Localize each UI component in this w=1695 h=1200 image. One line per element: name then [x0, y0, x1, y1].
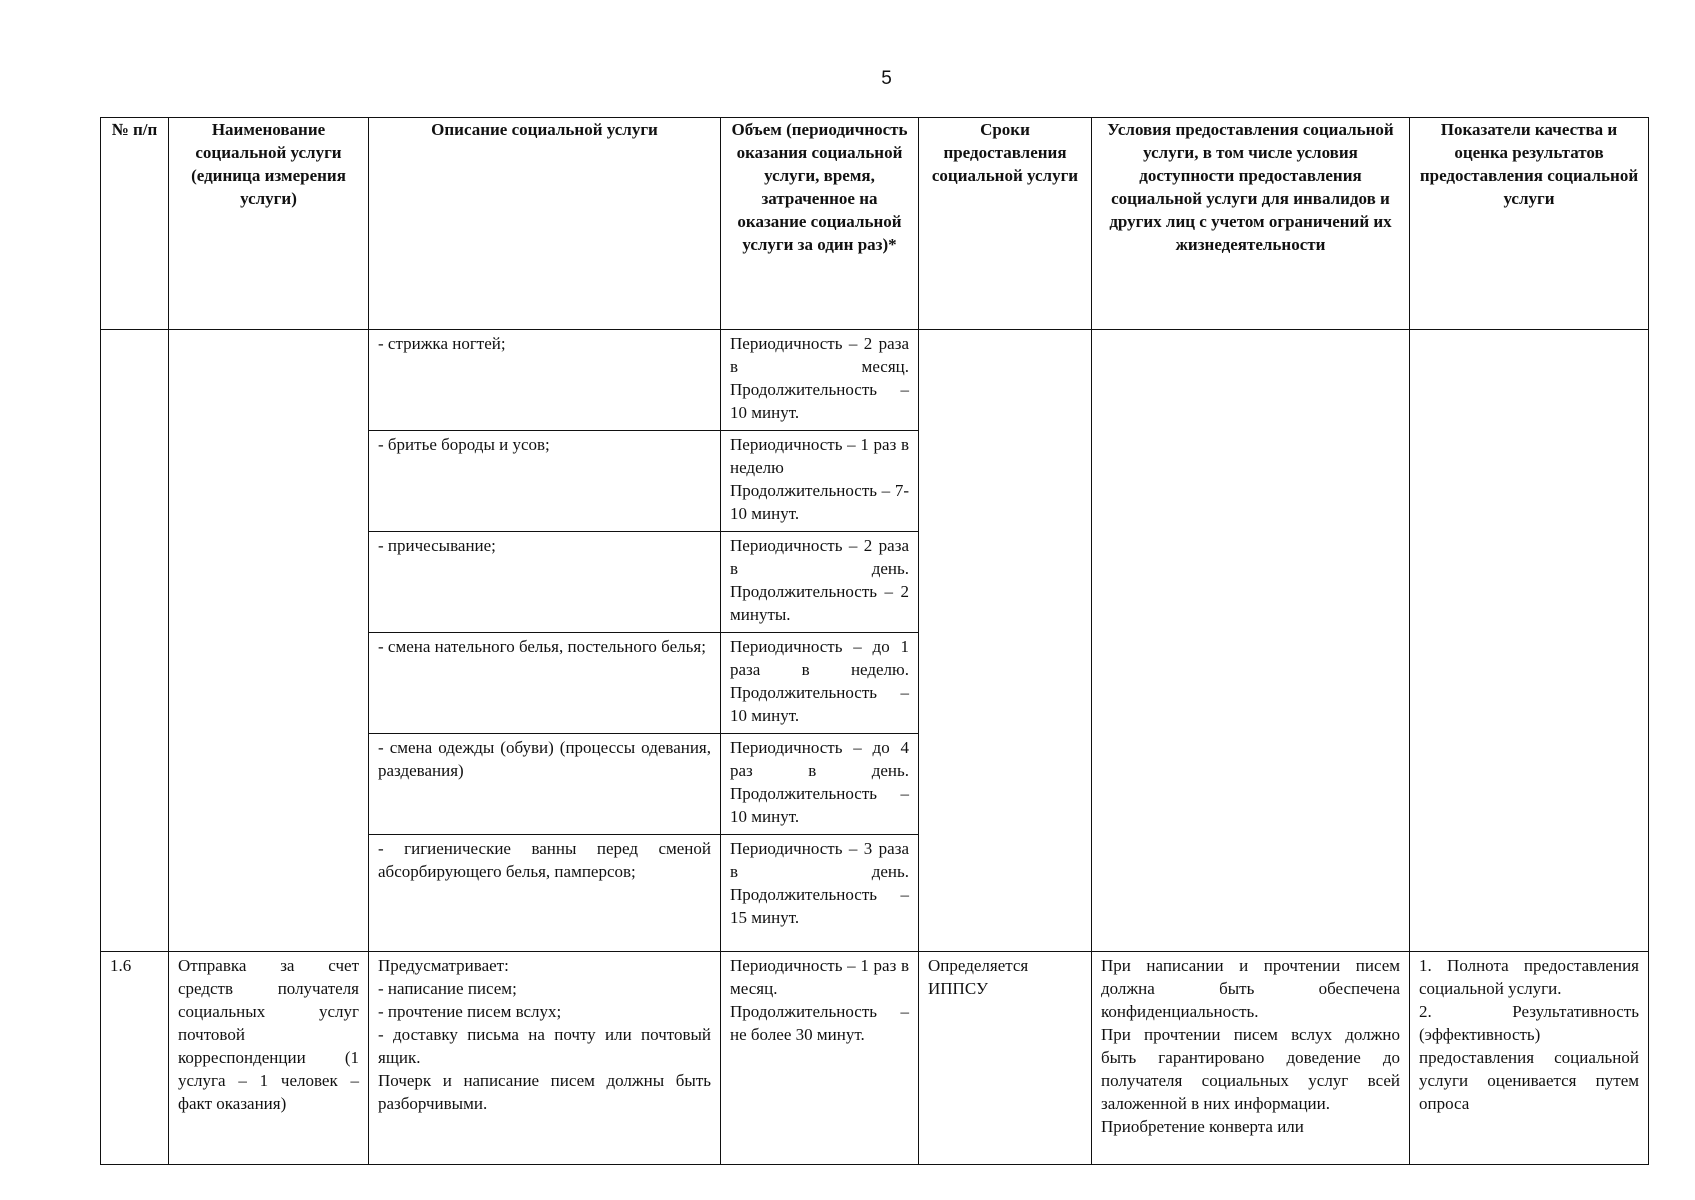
cell-description: - смена одежды (обуви) (процессы одевания, раздевания) — [369, 734, 721, 835]
header-conditions: Условия предоставления социальной услуги, в том числе условия доступности предоставления социальной услуги для инвалидов и других лиц с учетом ограничений их жизнедеятельности — [1092, 118, 1410, 330]
cell-service-name: Отправка за счет средств получателя социальных услуг почтовой корреспонденции (1 услуга – 1 человек – факт оказания) — [169, 952, 369, 1165]
description-line: - доставку письма на почту или почтовый ящик. — [378, 1025, 711, 1067]
cell-description: - стрижка ногтей; — [369, 330, 721, 431]
conditions-line: При написании и прочтении писем должна быть обеспечена конфиденциальность. — [1101, 956, 1400, 1021]
header-description: Описание социальной услуги — [369, 118, 721, 330]
description-line: Почерк и написание писем должны быть разборчивыми. — [378, 1071, 711, 1113]
cell-num-empty — [101, 330, 169, 952]
cell-conditions-empty — [1092, 330, 1410, 952]
cell-description: - причесывание; — [369, 532, 721, 633]
cell-service-terms: Определяется ИППСУ — [919, 952, 1092, 1165]
header-row — [101, 118, 1649, 330]
description-line: Предусматривает: — [378, 956, 509, 975]
header-name: Наименование социальной услуги (единица измерения услуги) — [169, 118, 369, 330]
cell-volume: Периодичность – до 1 раза в неделю. Продолжительность – 10 минут. — [721, 633, 919, 734]
cell-volume: Периодичность – 3 раза в день. Продолжительность – 15 минут. — [721, 835, 919, 952]
cell-description: - гигиенические ванны перед сменой абсорбирующего белья, памперсов; — [369, 835, 721, 952]
cell-volume: Периодичность – 2 раза в месяц. Продолжительность – 10 минут. — [721, 330, 919, 431]
cell-service-description — [369, 952, 721, 1165]
cell-volume: Периодичность – 1 раз в неделю Продолжительность – 7-10 минут. — [721, 431, 919, 532]
header-num: № п/п — [101, 118, 169, 330]
header-terms: Сроки предоставления социальной услуги — [919, 118, 1092, 330]
cell-row-number: 1.6 — [101, 952, 169, 1165]
cell-service-conditions — [1092, 952, 1410, 1165]
description-line: - написание писем; — [378, 979, 517, 998]
cell-quality-empty — [1410, 330, 1649, 952]
cell-terms-empty — [919, 330, 1092, 952]
cell-service-quality — [1410, 952, 1649, 1165]
cell-description: - смена нательного белья, постельного белья; — [369, 633, 721, 734]
table-row — [101, 330, 1649, 431]
cell-description: - бритье бороды и усов; — [369, 431, 721, 532]
description-line: - прочтение писем вслух; — [378, 1002, 562, 1021]
quality-line: 2. Результативность (эффективность) предоставления социальной услуги оценивается путем опроса — [1419, 1002, 1639, 1113]
table-row-1-6 — [101, 952, 1649, 1165]
header-volume: Объем (периодичность оказания социальной услуги, время, затраченное на оказание социальной услуги за один раз)* — [721, 118, 919, 330]
header-quality: Показатели качества и оценка результатов предоставления социальной услуги — [1410, 118, 1649, 330]
page-number: 5 — [881, 68, 892, 89]
cell-name-empty — [169, 330, 369, 952]
conditions-line: При прочтении писем вслух должно быть гарантировано доведение до получателя социальных услуг всей заложенной в них информации. — [1101, 1025, 1400, 1113]
cell-volume: Периодичность – до 4 раз в день. Продолжительность – 10 минут. — [721, 734, 919, 835]
quality-line: 1. Полнота предоставления социальной услуги. — [1419, 956, 1639, 998]
cell-service-volume: Периодичность – 1 раз в месяц. Продолжительность – не более 30 минут. — [721, 952, 919, 1165]
services-table — [100, 117, 1649, 1165]
cell-volume: Периодичность – 2 раза в день. Продолжительность – 2 минуты. — [721, 532, 919, 633]
conditions-line: Приобретение конверта или — [1101, 1117, 1304, 1136]
